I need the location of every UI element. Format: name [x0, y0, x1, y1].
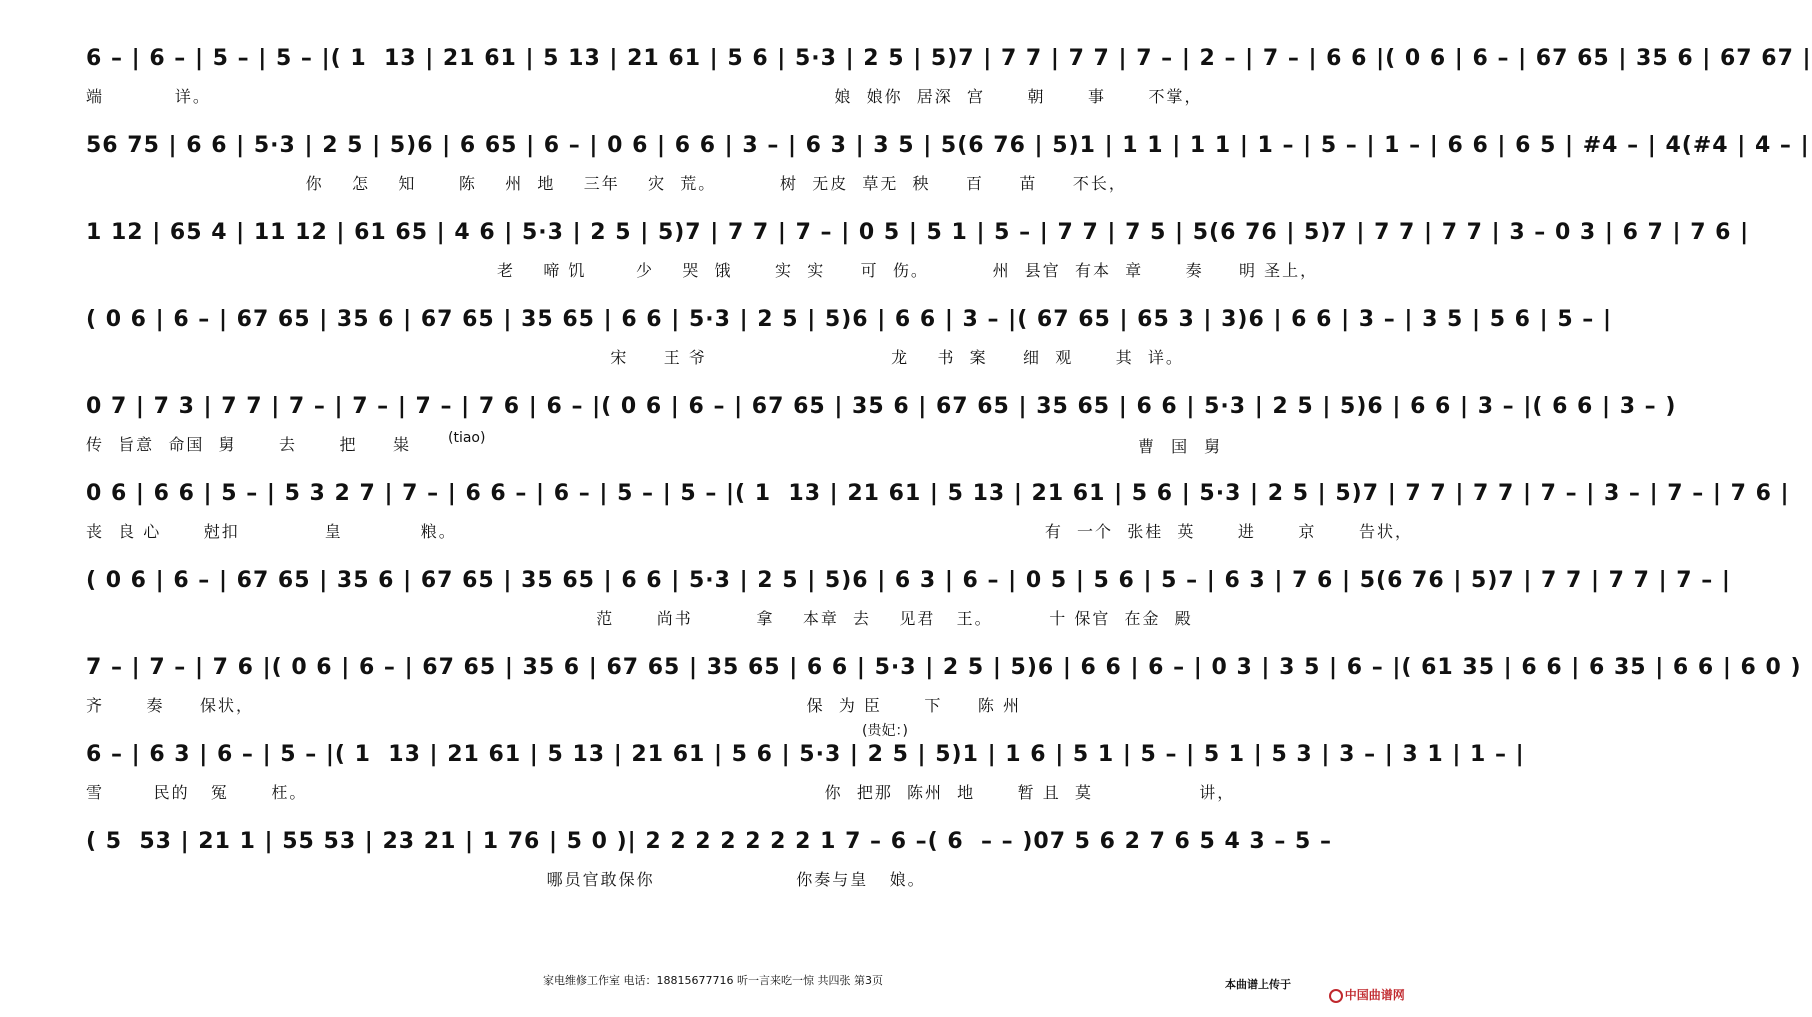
notation-line: ( 5 53 | 21 1 | 55 53 | 23 21 | 1 76 | 5 0 )| 2 2 2 2 2 2 2 1 7 – 6 –( 6 – – )07 5 6 2 7 6 5 4 3 – 5 – — [86, 829, 1333, 854]
footer-info: 家电维修工作室 电话：18815677716 听一言来吃一惊 共四张 第3页 — [543, 974, 883, 987]
notation-line: 0 6 | 6 6 | 5 – | 5 3 2 7 | 7 – | 6 6 – | 6 – | 5 – | 5 – |( 1 13 | 21 61 | 5 13 | 21 61 | 5 6 | 5·3 | 2 5 | 5)7 | 7 7 | 7 7 | 7 – | 3 – | 7 – | 7 6 | — [86, 481, 1790, 506]
notation-line: ( 0 6 | 6 – | 67 65 | 35 6 | 67 65 | 35 65 | 6 6 | 5·3 | 2 5 | 5)6 | 6 6 | 3 – |( 67 65 | 65 3 | 3)6 | 6 6 | 3 – | 3 5 | 5 6 | 5 – | — [86, 307, 1613, 332]
notation-line: 56 75 | 6 6 | 5·3 | 2 5 | 5)6 | 6 65 | 6 – | 0 6 | 6 6 | 3 – | 6 3 | 3 5 | 5(6 76 | 5)1 | 1 1 | 1 1 | 1 – | 5 – | 1 – | 6 6 | 6 5 | #4 – | 4(#4 | 4 – | — [86, 133, 1810, 158]
lyrics-line: 哪员官敢保你 你奏与皇 娘。 — [86, 870, 926, 889]
lyrics-line: 丧 良 心 尅扣 皇 粮。 有 一个 张桂 英 进 京 告状， — [86, 522, 1413, 541]
site-logo[interactable] — [1312, 972, 1405, 1002]
notation-line: 6 – | 6 – | 5 – | 5 – |( 1 13 | 21 61 | 5 13 | 21 61 | 5 6 | 5·3 | 2 5 | 5)7 | 7 7 | 7 7 | 7 – | 2 – | 7 – | 6 6 |( 0 6 | 6 – | 67 65 | 35 6 | 67 67 | — [86, 46, 1812, 71]
notation-line: 7 – | 7 – | 7 6 |( 0 6 | 6 – | 67 65 | 35 6 | 67 65 | 35 65 | 6 6 | 5·3 | 2 5 | 5)6 | 6 6 | 6 – | 0 3 | 3 5 | 6 – |( 61 35 | 6 6 | 6 35 | 6 6 | 6 0 ) — [86, 655, 1802, 680]
page-footer — [0, 968, 1415, 1002]
notation-line: 0 7 | 7 3 | 7 7 | 7 – | 7 – | 7 – | 7 6 | 6 – |( 0 6 | 6 – | 67 65 | 35 6 | 67 65 | 35 65 | 6 6 | 5·3 | 2 5 | 5)6 | 6 6 | 3 – |( 6 6 | 3 – ) — [86, 394, 1677, 419]
notation-line: 1 12 | 65 4 | 11 12 | 61 65 | 4 6 | 5·3 | 2 5 | 5)7 | 7 7 | 7 – | 0 5 | 5 1 | 5 – | 7 7 | 7 5 | 5(6 76 | 5)7 | 7 7 | 7 7 | 3 – 0 3 | 6 7 | 7 6 | — [86, 220, 1750, 245]
lyrics-line: 雪 民的 冤 枉。 你 把那 陈州 地 暂 且 莫 讲， — [86, 783, 1236, 802]
logo-text: 中国曲谱网 — [1344, 988, 1405, 1002]
lyrics-line: 宋 王 爷 龙 书 案 细 观 其 详。 — [86, 348, 1184, 367]
lyrics-right: 曹 国 舅 — [1138, 437, 1227, 456]
lyrics-line: 传 旨意 命国 舅 去 把 粜 — [86, 435, 411, 454]
lyrics-line: 端 详。 娘 娘你 居深 宫 朝 事 不掌， — [86, 87, 1203, 106]
lyrics-line: 齐 奏 保状， 保 为 臣 下 陈 州 — [86, 696, 1021, 715]
lyrics-line: 你 怎 知 陈 州 地 三年 灾 荒。 树 无皮 草无 秧 百 苗 不长， — [86, 174, 1127, 193]
logo-icon — [1329, 989, 1343, 1003]
lyrics-line: 范 尚书 拿 本章 去 见君 王。 十 保官 在金 殿 — [86, 609, 1193, 628]
notation-line: ( 0 6 | 6 – | 67 65 | 35 6 | 67 65 | 35 65 | 6 6 | 5·3 | 2 5 | 5)6 | 6 3 | 6 – | 0 5 | 5 6 | 5 – | 6 3 | 7 6 | 5(6 76 | 5)7 | 7 7 | 7 7 | 7 – | — [86, 568, 1731, 593]
upload-label: 本曲谱上传于 — [1225, 978, 1291, 991]
pronunciation-note: (tiao) — [448, 430, 486, 446]
lyrics-line: 老 啼 饥 少 哭 饿 实 实 可 伤。 州 县官 有本 章 奏 明 圣上， — [86, 261, 1319, 280]
role-annotation: (贵妃：) — [862, 723, 908, 739]
notation-line: 6 – | 6 3 | 6 – | 5 – |( 1 13 | 21 61 | 5 13 | 21 61 | 5 6 | 5·3 | 2 5 | 5)1 | 1 6 | 5 1 | 5 – | 5 1 | 5 3 | 3 – | 3 1 | 1 – | — [86, 742, 1525, 767]
